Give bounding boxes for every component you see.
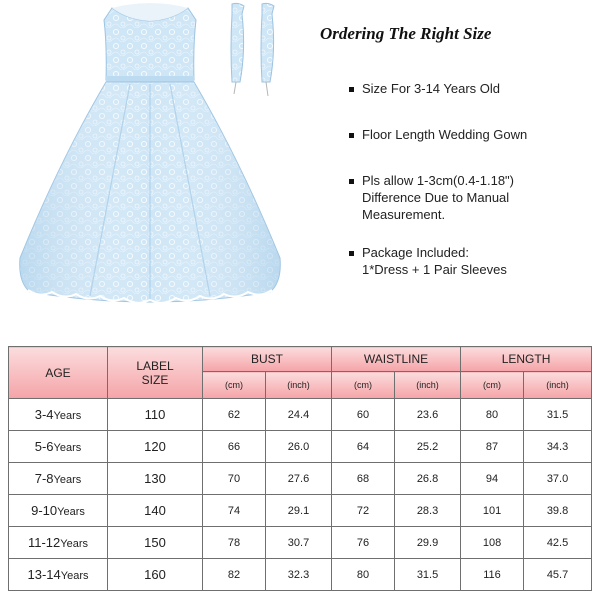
header-label-line: SIZE bbox=[141, 372, 169, 387]
unit-header: (inch) bbox=[395, 372, 461, 399]
bullet-text: Package Included: bbox=[362, 245, 469, 260]
age-range: 9-10 bbox=[31, 503, 58, 518]
cell-length-inch: 45.7 bbox=[524, 559, 592, 591]
cell-bust-inch: 29.1 bbox=[266, 495, 332, 527]
cell-length-cm: 94 bbox=[461, 463, 524, 495]
cell-waist-inch: 25.2 bbox=[395, 431, 461, 463]
table-row bbox=[9, 463, 592, 495]
cell-waist-cm: 68 bbox=[332, 463, 395, 495]
age-suffix: Years bbox=[53, 410, 82, 422]
cell-age bbox=[9, 527, 108, 559]
bullet-text: Pls allow 1-3cm(0.4-1.18") bbox=[362, 173, 515, 188]
cell-waist-cm: 60 bbox=[332, 399, 395, 431]
unit-header: (inch) bbox=[266, 372, 332, 399]
cell-bust-cm: 66 bbox=[203, 431, 266, 463]
bullet-package bbox=[349, 244, 507, 278]
cell-length-cm: 108 bbox=[461, 527, 524, 559]
cell-waist-cm: 64 bbox=[332, 431, 395, 463]
unit-header: (cm) bbox=[203, 372, 266, 399]
cell-bust-inch: 30.7 bbox=[266, 527, 332, 559]
cell-bust-cm: 74 bbox=[203, 495, 266, 527]
age-suffix: Years bbox=[60, 570, 89, 582]
unit-header: (cm) bbox=[461, 372, 524, 399]
cell-length-inch: 37.0 bbox=[524, 463, 592, 495]
bullet-floor-length bbox=[349, 126, 527, 143]
cell-label-size: 120 bbox=[108, 431, 203, 463]
bullet-measurement-note bbox=[349, 172, 514, 223]
cell-waist-inch: 26.8 bbox=[395, 463, 461, 495]
cell-label-size: 160 bbox=[108, 559, 203, 591]
bullet-text: Difference Due to Manual bbox=[362, 190, 510, 205]
cell-age bbox=[9, 559, 108, 591]
size-chart-table bbox=[8, 346, 592, 591]
header-length: LENGTH bbox=[461, 347, 592, 372]
dress-illustration bbox=[0, 0, 315, 330]
cell-length-cm: 101 bbox=[461, 495, 524, 527]
cell-age bbox=[9, 399, 108, 431]
ordering-title: Ordering The Right Size bbox=[320, 24, 492, 43]
cell-label-size: 140 bbox=[108, 495, 203, 527]
unit-header: (inch) bbox=[524, 372, 592, 399]
table-row bbox=[9, 559, 592, 591]
table-row bbox=[9, 495, 592, 527]
cell-waist-inch: 28.3 bbox=[395, 495, 461, 527]
bullet-size-range bbox=[349, 80, 500, 97]
bullet-icon bbox=[349, 87, 354, 92]
cell-waist-inch: 31.5 bbox=[395, 559, 461, 591]
cell-length-cm: 87 bbox=[461, 431, 524, 463]
cell-length-inch: 34.3 bbox=[524, 431, 592, 463]
cell-label-size: 150 bbox=[108, 527, 203, 559]
cell-age bbox=[9, 463, 108, 495]
cell-bust-inch: 32.3 bbox=[266, 559, 332, 591]
cell-length-cm: 116 bbox=[461, 559, 524, 591]
cell-length-inch: 31.5 bbox=[524, 399, 592, 431]
cell-label-size: 110 bbox=[108, 399, 203, 431]
table-row bbox=[9, 399, 592, 431]
cell-bust-cm: 62 bbox=[203, 399, 266, 431]
age-range: 11-12 bbox=[27, 535, 61, 550]
header-age: AGE bbox=[9, 347, 108, 399]
age-range: 5-6 bbox=[34, 439, 54, 454]
table-row bbox=[9, 527, 592, 559]
age-suffix: Years bbox=[53, 442, 82, 454]
age-range: 7-8 bbox=[34, 471, 54, 486]
cell-length-inch: 42.5 bbox=[524, 527, 592, 559]
sleeve-left bbox=[231, 3, 244, 94]
cell-age bbox=[9, 431, 108, 463]
table-row bbox=[9, 431, 592, 463]
dress-waistband bbox=[106, 76, 194, 82]
age-range: 3-4 bbox=[34, 407, 54, 422]
age-suffix: Years bbox=[53, 474, 82, 486]
cell-length-cm: 80 bbox=[461, 399, 524, 431]
cell-bust-cm: 70 bbox=[203, 463, 266, 495]
header-waistline: WAISTLINE bbox=[332, 347, 461, 372]
bullet-icon bbox=[349, 133, 354, 138]
cell-waist-cm: 80 bbox=[332, 559, 395, 591]
age-suffix: Years bbox=[60, 538, 89, 550]
bullet-text: 1*Dress + 1 Pair Sleeves bbox=[362, 262, 507, 277]
cell-bust-inch: 27.6 bbox=[266, 463, 332, 495]
header-label-size bbox=[108, 347, 203, 399]
bullet-text: Size For 3-14 Years Old bbox=[362, 81, 501, 96]
bullet-text: Measurement. bbox=[362, 207, 446, 222]
cell-waist-inch: 23.6 bbox=[395, 399, 461, 431]
bullet-icon bbox=[349, 179, 354, 184]
cell-bust-inch: 26.0 bbox=[266, 431, 332, 463]
cell-waist-inch: 29.9 bbox=[395, 527, 461, 559]
bullet-text: Floor Length Wedding Gown bbox=[362, 127, 528, 142]
cell-bust-cm: 82 bbox=[203, 559, 266, 591]
cell-waist-cm: 72 bbox=[332, 495, 395, 527]
header-bust: BUST bbox=[203, 347, 332, 372]
age-range: 13-14 bbox=[27, 567, 61, 582]
header-label-line: LABEL bbox=[136, 358, 174, 373]
cell-label-size: 130 bbox=[108, 463, 203, 495]
cell-bust-inch: 24.4 bbox=[266, 399, 332, 431]
cell-length-inch: 39.8 bbox=[524, 495, 592, 527]
cell-waist-cm: 76 bbox=[332, 527, 395, 559]
cell-bust-cm: 78 bbox=[203, 527, 266, 559]
age-suffix: Years bbox=[57, 506, 85, 518]
unit-header: (cm) bbox=[332, 372, 395, 399]
sleeve-right bbox=[261, 3, 274, 96]
cell-age bbox=[9, 495, 108, 527]
bullet-icon bbox=[349, 251, 354, 256]
